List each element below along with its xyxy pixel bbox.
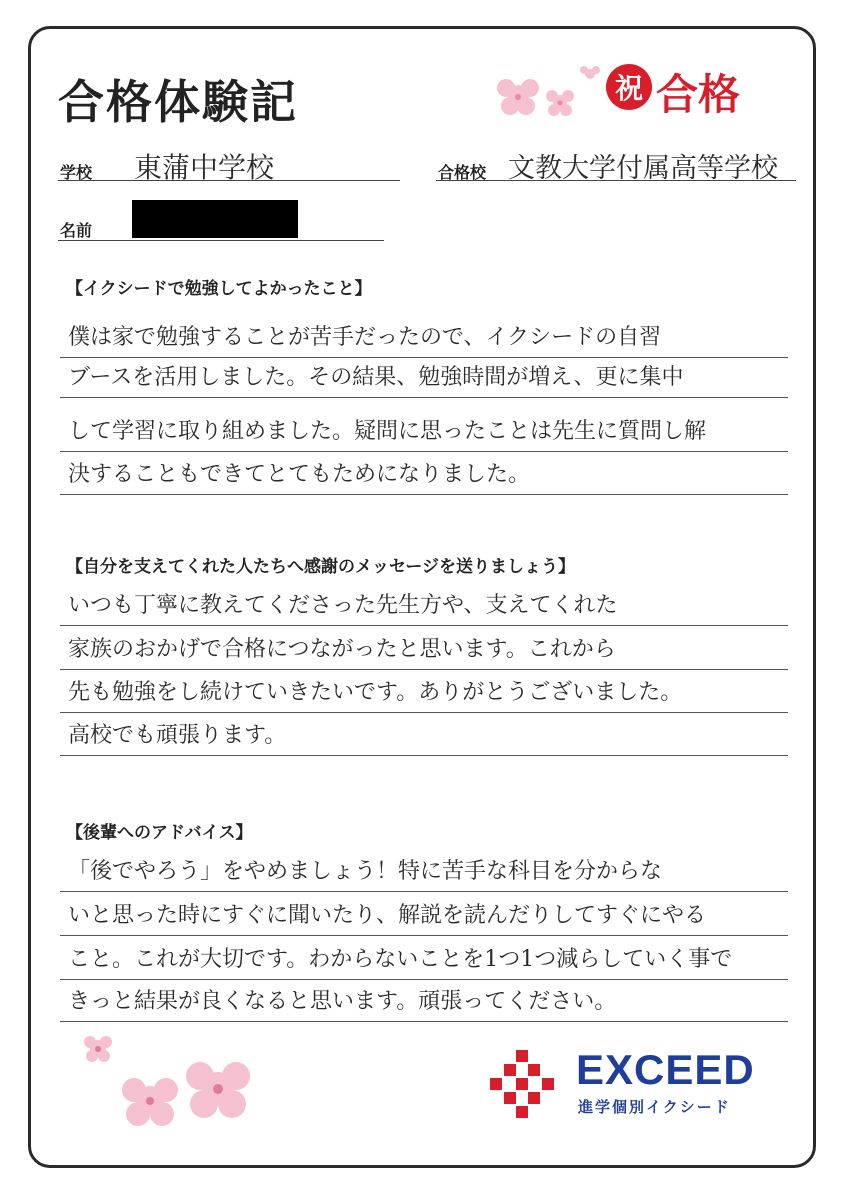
section-thanks-line: 高校でも頑張ります。 bbox=[60, 716, 788, 756]
section-heading-benefits: 【イクシードで勉強してよかったこと】 bbox=[66, 279, 372, 299]
exceed-subtitle: 進学個別イクシード bbox=[578, 1098, 731, 1116]
section-advice-line: こと。これが大切です。わからないことを1つ1つ減らしていく事で bbox=[60, 940, 788, 980]
section-thanks-line: 家族のおかげで合格につながったと思います。これから bbox=[60, 630, 788, 670]
section-heading-advice: 【後輩へのアドバイス】 bbox=[66, 823, 253, 843]
goukaku-text: 合格 bbox=[656, 70, 741, 119]
school-value: 東蒲中学校 bbox=[134, 151, 275, 184]
name-redaction bbox=[132, 200, 298, 238]
section-benefits-line: 決することもできてとてもためになりました。 bbox=[60, 455, 788, 495]
passed-school-underline bbox=[436, 180, 796, 181]
exceed-brand: EXCEED bbox=[576, 1046, 755, 1093]
sakura-decoration-bottom bbox=[70, 1030, 270, 1140]
sakura-decoration-top bbox=[488, 60, 608, 130]
passed-school-label: 合格校 bbox=[438, 163, 487, 182]
section-thanks-line: 先も勉強をし続けていきたいです。ありがとうございました。 bbox=[60, 673, 788, 713]
school-underline bbox=[58, 180, 400, 181]
section-advice-line: 「後でやろう」をやめましょう！特に苦手な科目を分からな bbox=[60, 852, 788, 892]
name-label: 名前 bbox=[60, 221, 93, 240]
page-title: 合格体験記 bbox=[58, 75, 298, 129]
celebration-badge: 祝 bbox=[606, 64, 652, 110]
name-underline bbox=[58, 240, 384, 241]
section-heading-thanks: 【自分を支えてくれた人たちへ感謝のメッセージを送りましょう】 bbox=[66, 557, 575, 577]
section-benefits-line: ブースを活用しました。その結果、勉強時間が増え、更に集中 bbox=[60, 358, 788, 398]
exceed-logo-mark bbox=[486, 1048, 558, 1120]
section-advice-line: いと思った時にすぐに聞いたり、解説を読んだりしてすぐにやる bbox=[60, 896, 788, 936]
passed-school-value: 文教大学付属高等学校 bbox=[508, 153, 778, 184]
section-benefits-line: して学習に取り組めました。疑問に思ったことは先生に質問し解 bbox=[60, 412, 788, 452]
section-benefits-line: 僕は家で勉強することが苦手だったので、イクシードの自習 bbox=[60, 318, 788, 358]
section-thanks-line: いつも丁寧に教えてくださった先生方や、支えてくれた bbox=[60, 586, 788, 626]
section-advice-line: きっと結果が良くなると思います。頑張ってください。 bbox=[60, 982, 788, 1022]
school-label: 学校 bbox=[60, 163, 93, 182]
